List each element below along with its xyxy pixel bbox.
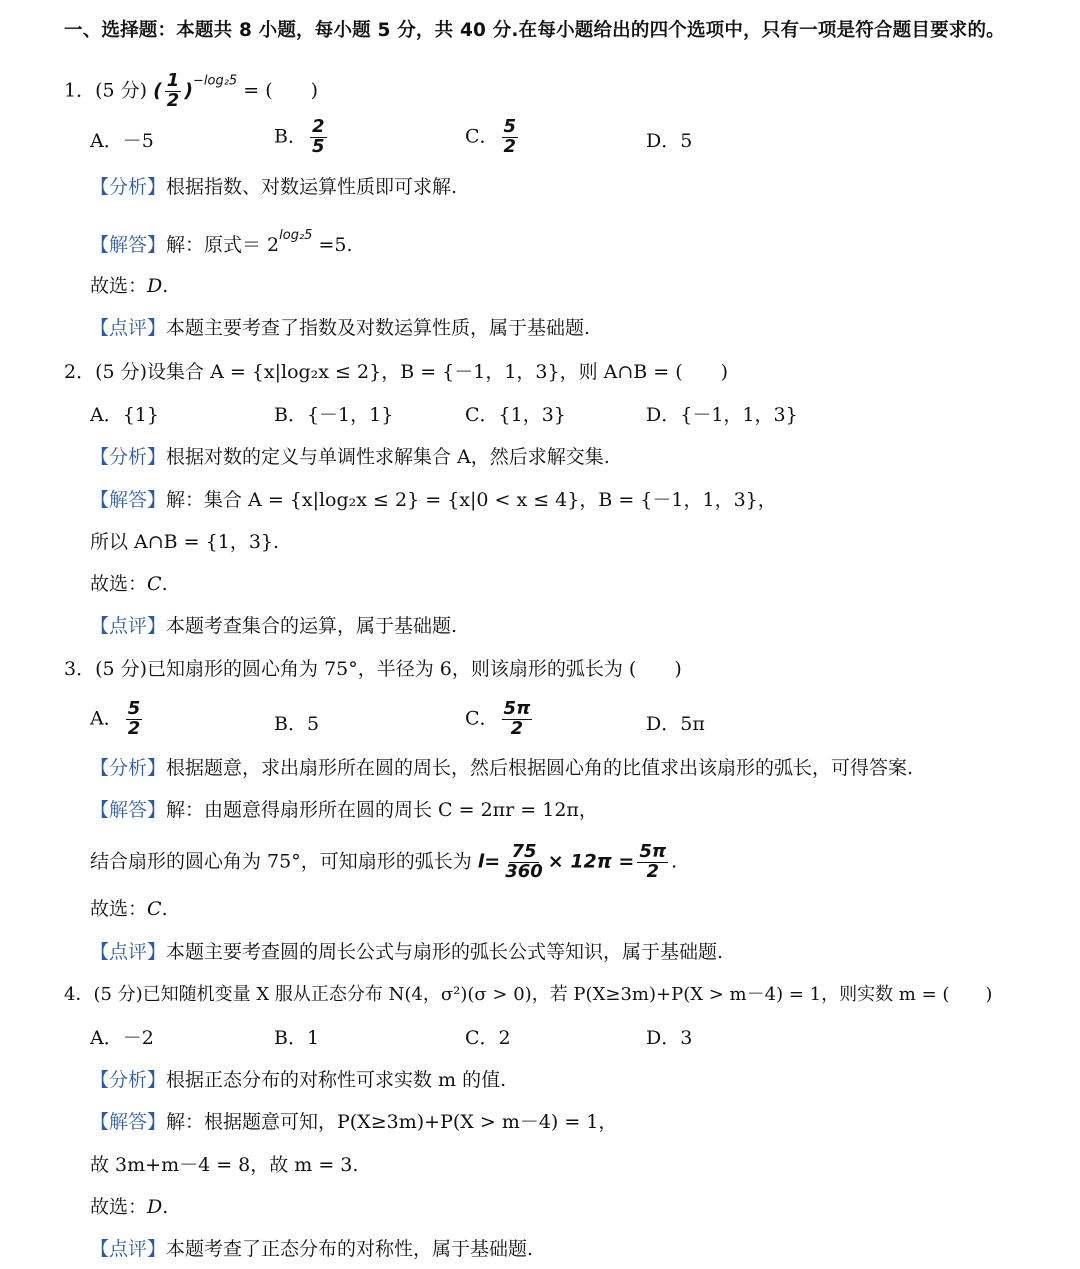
q1-option-b: B． $\frac{2}{5}$ xyxy=(274,116,325,157)
q1-stem: 1．(5 分) ( $\frac{1}{2}$ )$^{-log_25}$ = ( ) xyxy=(64,70,319,111)
q2-option-b: B．{－1，1} xyxy=(274,404,394,426)
q3-comment: 【点评】本题主要考查圆的周长公式与扇形的弧长公式等知识，属于基础题. xyxy=(90,941,724,963)
q1-answer: 【解答】解：原式＝ $2^{log_25} =5$. xyxy=(90,228,353,256)
q2-choose: 故选：C. xyxy=(90,573,168,595)
q3-stem: 3．(5 分)已知扇形的圆心角为 75°，半径为 6，则该扇形的弧长为 ( ) xyxy=(64,658,682,680)
q1-fraction: $\frac{1}{2}$ xyxy=(166,70,180,111)
q2-option-d: D．{－1，1，3} xyxy=(646,404,798,426)
q4-choose: 故选：D. xyxy=(90,1196,169,1218)
q4-analysis: 【分析】根据正态分布的对称性可求实数 m 的值. xyxy=(90,1069,507,1091)
q2-comment: 【点评】本题考查集合的运算，属于基础题. xyxy=(90,615,458,637)
q1-option-c: C． $\frac{5}{2}$ xyxy=(465,116,517,157)
q3-choose: 故选：C. xyxy=(90,898,168,920)
q1-option-a: A．－5 xyxy=(90,130,154,152)
section-heading: 一、选择题：本题共 8 小题，每小题 5 分，共 40 分.在每小题给出的四个选项中，只有一项是符合题目要求的。 xyxy=(64,20,1005,41)
q3-answer: 【解答】解：由题意得扇形所在圆的周长 C = 2πr = 12π， xyxy=(90,799,598,821)
q4-option-b: B．1 xyxy=(274,1027,320,1049)
q4-option-a: A．－2 xyxy=(90,1027,154,1049)
q3-analysis: 【分析】根据题意，求出扇形所在圆的周长，然后根据圆心角的比值求出该扇形的弧长，可得答案. xyxy=(90,757,914,779)
q4-answer-continued: 故 3m+m－4 = 8，故 m = 3. xyxy=(90,1154,359,1176)
q4-answer: 【解答】解：根据题意可知，P(X≥3m)+P(X > m－4) = 1， xyxy=(90,1111,618,1133)
q4-option-d: D．3 xyxy=(646,1027,693,1049)
q2-analysis: 【分析】根据对数的定义与单调性求解集合 A，然后求解交集. xyxy=(90,446,610,468)
q4-comment: 【点评】本题考查了正态分布的对称性，属于基础题. xyxy=(90,1238,534,1260)
q1-exponent: −log₂5 xyxy=(193,73,238,89)
q1-comment: 【点评】本题主要考查了指数及对数运算性质，属于基础题. xyxy=(90,317,591,339)
q3-option-d: D．5π xyxy=(646,713,705,735)
q2-stem: 2．(5 分)设集合 A = {x|log₂x ≤ 2}，B = {－1，1，3}，则 A∩B = ( ) xyxy=(64,361,729,383)
q3-answer-continued: 结合扇形的圆心角为 75°，可知扇形的弧长为 l= $\frac{75}{360}$ × 12π = $\frac{5\pi}{2}$ . xyxy=(90,841,678,882)
q2-option-c: C．{1，3} xyxy=(465,404,566,426)
q3-option-a: A． $\frac{5}{2}$ xyxy=(90,698,141,739)
q1-choose: 故选：D. xyxy=(90,275,169,297)
q3-option-b: B．5 xyxy=(274,713,320,735)
q2-answer-continued: 所以 A∩B = {1，3}. xyxy=(90,531,280,553)
q4-option-c: C．2 xyxy=(465,1027,511,1049)
q1-number: 1．(5 分) xyxy=(64,79,148,102)
q4-stem: 4．(5 分)已知随机变量 X 服从正态分布 N(4，σ²)(σ > 0)，若 P(X≥3m)+P(X > m－4) = 1，则实数 m = ( ) xyxy=(64,984,993,1005)
q1-option-d: D．5 xyxy=(646,130,693,152)
q3-option-c: C． $\frac{5\pi}{2}$ xyxy=(465,698,531,739)
q1-analysis: 【分析】根据指数、对数运算性质即可求解. xyxy=(90,176,458,198)
q2-option-a: A．{1} xyxy=(90,404,159,426)
q2-answer: 【解答】解：集合 A = {x|log₂x ≤ 2} = {x|0 < x ≤ 4}，B = {－1，1，3}， xyxy=(90,489,777,511)
